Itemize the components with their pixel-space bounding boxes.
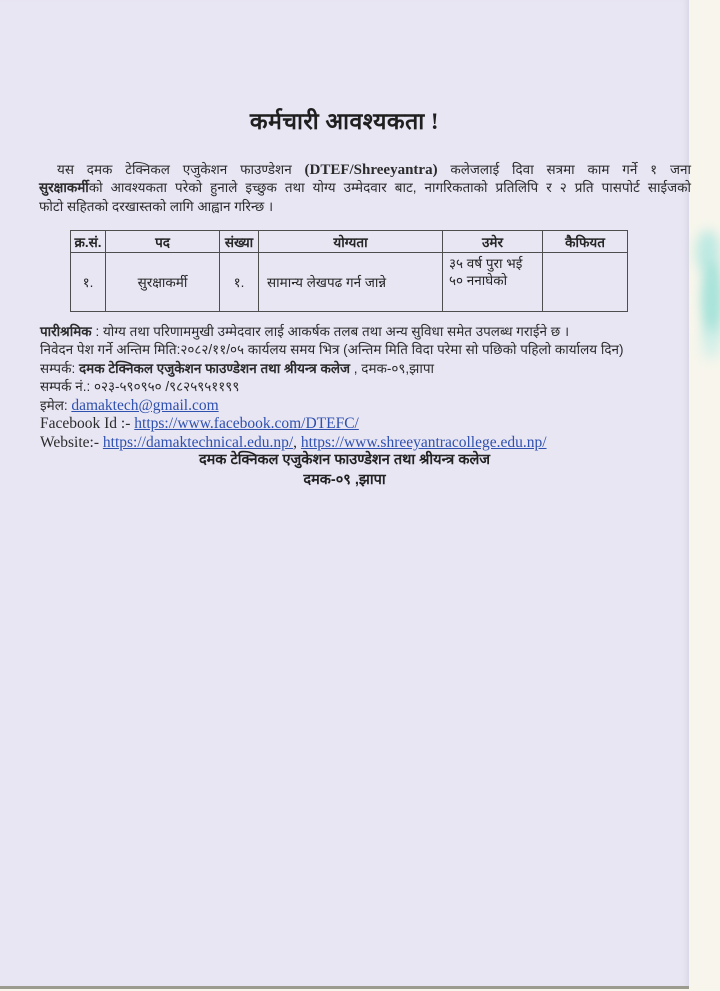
website-link-2[interactable]: https://www.shreeyantracollege.edu.np/ <box>300 433 547 451</box>
contact-line <box>40 360 692 378</box>
highlighter-mark <box>703 325 720 359</box>
header-remarks: कैफियत <box>543 231 628 253</box>
vacancy-table <box>70 230 628 312</box>
intro-text-pre: यस दमक टेक्निकल एजुकेशन फाउण्डेशन <box>57 162 305 177</box>
footer-org-name: दमक टेक्निकल एजुकेशन फाउण्डेशन तथा श्रीयन्त्र कलेज <box>198 452 491 468</box>
footer-signature <box>0 450 689 490</box>
contact-address: , दमक-०९,झापा <box>350 360 435 376</box>
deadline-line: निवेदन पेश गर्ने अन्तिम मिति:२०८२/११/०५ कार्यलय समय भित्र (अन्तिम मिति विदा परेमा सो पछिको पहिलो कार्यालय दिन) <box>40 342 624 358</box>
facebook-label: Facebook Id :- <box>40 414 135 432</box>
footer-address: दमक-०९ ,झापा <box>303 472 386 488</box>
website-link-1[interactable]: https://damaktechnical.edu.np/ <box>102 433 294 451</box>
phone-line <box>40 378 692 396</box>
phone-label: सम्पर्क नं.: <box>40 379 94 395</box>
website-separator: , <box>293 433 301 451</box>
facebook-line <box>40 415 692 434</box>
phone-number: ०२३-५९०९५० /९८२५९५११९९ <box>93 379 240 395</box>
details-block <box>40 323 692 453</box>
website-label: Website:- <box>40 433 103 451</box>
remuneration-label: पारीश्रमिक <box>40 324 92 339</box>
age-line-1: ३५ वर्ष पुरा भई <box>449 256 523 271</box>
cell-remarks <box>543 253 628 312</box>
cell-sn: १. <box>71 253 106 312</box>
contact-label: सम्पर्क: <box>40 360 79 376</box>
cell-age <box>443 253 543 312</box>
email-label: इमेल: <box>40 397 72 413</box>
intro-line-2 <box>39 179 691 197</box>
header-age: उमेर <box>443 231 543 253</box>
scanner-background <box>689 0 720 991</box>
cell-number: १. <box>220 253 259 312</box>
remuneration-line <box>40 323 692 341</box>
header-sn: क्र.सं. <box>71 231 106 253</box>
intro-text-post: कलेजलाई दिवा सत्रमा काम गर्ने १ जना <box>437 162 691 177</box>
intro-line-3: फोटो सहितको दरखास्तको लागि आह्वान गरिन्छ । <box>39 198 274 214</box>
header-post: पद <box>106 231 220 253</box>
age-line-2: ५० ननाघेको <box>449 273 508 288</box>
facebook-link[interactable]: https://www.facebook.com/DTEFC/ <box>134 414 359 432</box>
page-title: कर्मचारी आवश्यकता ! <box>249 109 440 134</box>
intro-line-1 <box>39 161 691 179</box>
table-row <box>71 253 628 312</box>
cell-post: सुरक्षाकर्मी <box>106 253 220 312</box>
header-number: संख्या <box>220 231 259 253</box>
cell-qualification: सामान्य लेखपढ गर्न जान्ने <box>259 253 443 312</box>
email-link[interactable]: damaktech@gmail.com <box>71 396 219 414</box>
contact-org-name: दमक टेक्निकल एजुकेशन फाउण्डेशन तथा श्रीयन्त्र कलेज <box>78 360 351 376</box>
intro-text-2: को आवश्यकता परेको हुनाले इच्छुक तथा योग्य उम्मेदवार बाट, नागरिकताको प्रतिलिपि र २ प्रति पासपोर्ट साईजको <box>88 180 691 196</box>
table-header-row <box>71 231 628 253</box>
post-name-bold: सुरक्षाकर्मी <box>39 180 89 196</box>
email-line <box>40 397 692 415</box>
org-acronym: (DTEF/Shreeyantra) <box>304 162 438 178</box>
remuneration-text: : योग्य तथा परिणाममुखी उम्मेदवार लाई आकर्षक तलब तथा अन्य सुविधा समेत उपलब्ध गराईने छ । <box>91 324 570 339</box>
intro-paragraph <box>39 161 691 216</box>
header-qualification: योग्यता <box>259 231 443 253</box>
